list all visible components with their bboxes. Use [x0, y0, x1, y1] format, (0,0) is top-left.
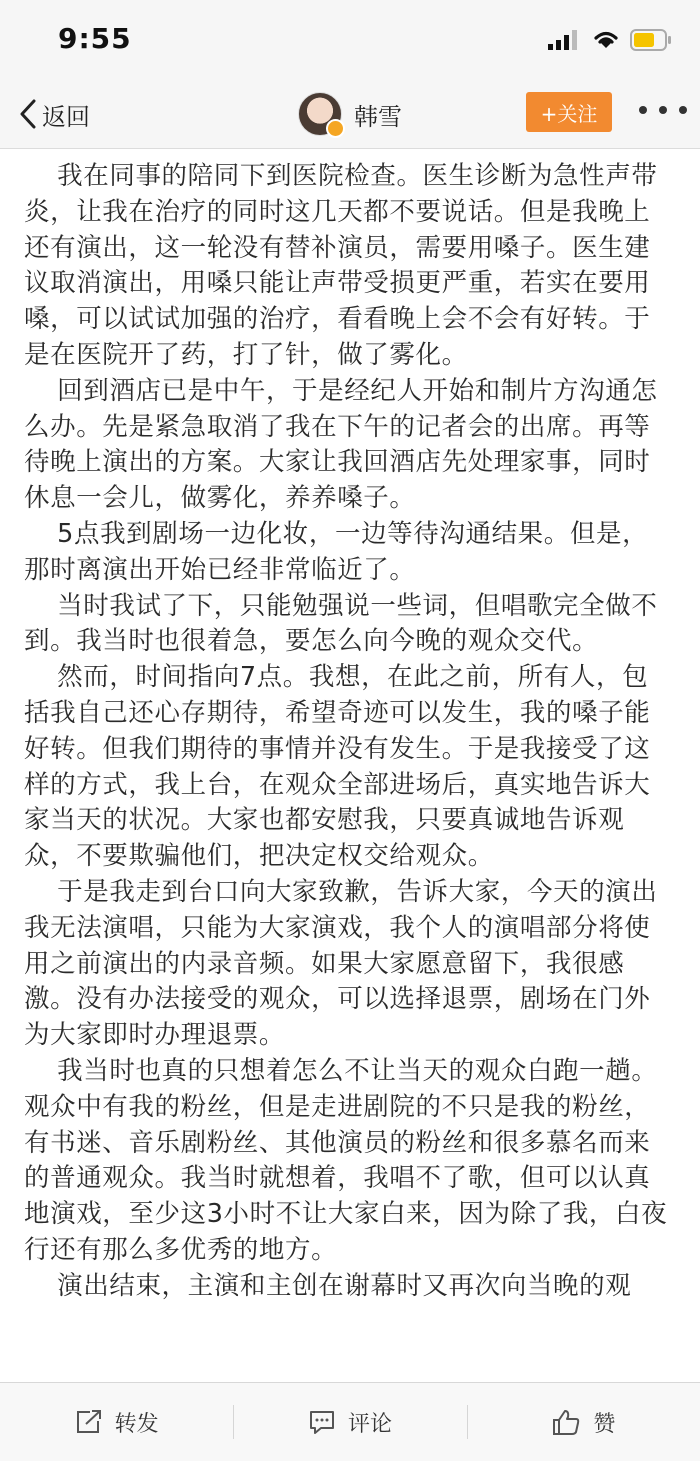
status-bar — [0, 0, 700, 80]
post-paragraph: 5点我到剧场一边化妆，一边等待沟通结果。但是，那时离演出开始已经非常临近了。 — [24, 518, 649, 585]
repost-button[interactable] — [0, 1383, 233, 1461]
like-button[interactable] — [467, 1383, 700, 1461]
chevron-left-icon — [18, 98, 38, 130]
like-label: 赞 — [593, 1411, 616, 1437]
status-time: 9:55 — [58, 22, 132, 55]
comment-icon — [308, 1409, 336, 1435]
post-paragraph: 我当时也真的只想着怎么不让当天的观众白跑一趟。观众中有我的粉丝，但是走进剧院的不只是我的粉丝，有书迷、音乐剧粉丝、其他演员的粉丝和很多慕名而来的普通观众。我当时就想着，我唱不了歌，但可以认真地演戏，至少这3小时不让大家白来，因为除了我，白夜行还有那么多优秀的地方。 — [24, 1055, 668, 1265]
avatar[interactable] — [298, 92, 342, 136]
post-paragraph: 当时我试了下，只能勉强说一些词，但唱歌完全做不到。我当时也很着急，要怎么向今晚的观众交代。 — [24, 590, 658, 657]
ellipsis-icon[interactable] — [637, 104, 689, 116]
username[interactable]: 韩雪 — [354, 102, 402, 131]
repost-icon — [75, 1409, 103, 1435]
verified-badge-icon — [326, 119, 345, 138]
wifi-icon — [592, 28, 620, 50]
battery-icon — [630, 29, 672, 51]
back-button[interactable] — [18, 92, 90, 136]
post-paragraph: 于是我走到台口向大家致歉，告诉大家，今天的演出我无法演唱，只能为大家演戏，我个人的演唱部分将使用之前演出的内录音频。如果大家愿意留下，我很感激。没有办法接受的观众，可以选择退票，剧场在门外为大家即时办理退票。 — [24, 876, 658, 1051]
post-paragraph: 回到酒店已是中午，于是经纪人开始和制片方沟通怎么办。先是紧急取消了我在下午的记者会的出席。再等待晚上演出的方案。大家让我回酒店先处理家事，同时休息一会儿，做雾化，养养嗓子。 — [24, 375, 658, 514]
thumbs-up-icon — [551, 1408, 581, 1436]
post-content — [0, 149, 700, 1382]
post-paragraph: 然而，时间指向7点。我想，在此之前，所有人，包括我自己还心存期待，希望奇迹可以发生，我的嗓子能好转。但我们期待的事情并没有发生。于是我接受了这样的方式，我上台，在观众全部进场后，真实地告诉大家当天的状况。大家也都安慰我，只要真诚地告诉观众，不要欺骗他们，把决定权交给观众。 — [24, 662, 651, 872]
comment-label: 评论 — [347, 1411, 392, 1437]
nav-bar — [0, 80, 700, 149]
follow-button[interactable]: +关注 — [526, 92, 612, 132]
comment-button[interactable] — [233, 1383, 466, 1461]
signal-icon — [548, 30, 578, 50]
bottom-toolbar — [0, 1382, 700, 1461]
repost-label: 转发 — [114, 1411, 159, 1437]
user-header[interactable] — [298, 88, 402, 140]
post-paragraph: 我在同事的陪同下到医院检查。医生诊断为急性声带炎，让我在治疗的同时这几天都不要说话。但是我晚上还有演出，这一轮没有替补演员，需要用嗓子。医生建议取消演出，用嗓只能让声带受损更严重，若实在要用嗓，可以试试加强的治疗，看看晚上会不会有好转。于是在医院开了药，打了针，做了雾化。 — [24, 161, 658, 370]
back-label: 返回 — [42, 102, 90, 131]
post-paragraph: 演出结束，主演和主创在谢幕时又再次向当晚的观 — [57, 1270, 632, 1301]
